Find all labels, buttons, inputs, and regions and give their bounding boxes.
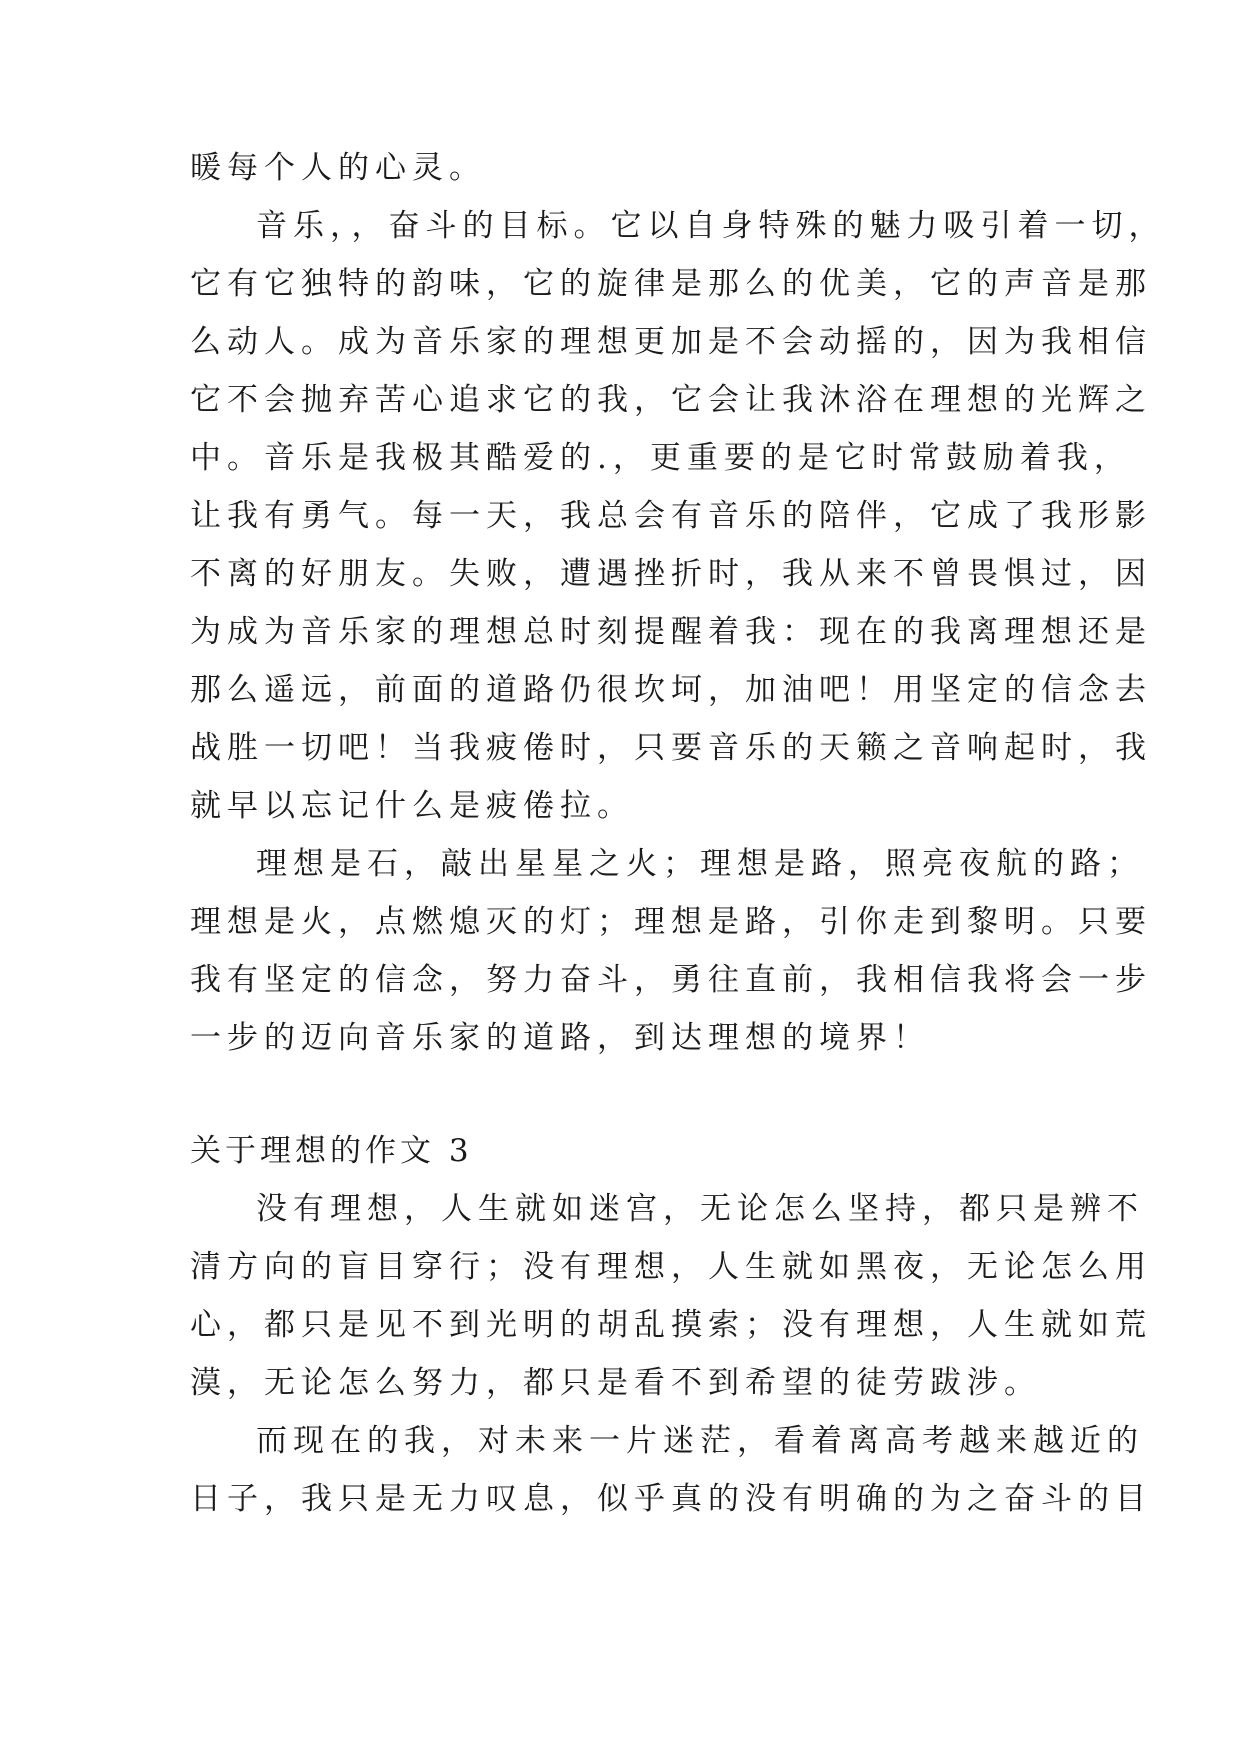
paragraph-line: 让我有勇气。每一天，我总会有音乐的陪伴，它成了我形影 [190,498,1152,534]
paragraph-line: 而现在的我，对未来一片迷茫，看着离高考越来越近的 [256,1423,1144,1459]
paragraph-line: 一步的迈向音乐家的道路，到达理想的境界！ [190,1020,930,1056]
paragraph-line: 理想是石，敲出星星之火；理想是路，照亮夜航的路； [256,846,1144,882]
paragraph-line: 日子，我只是无力叹息，似乎真的没有明确的为之奋斗的目 [190,1481,1152,1517]
paragraph-line: 为成为音乐家的理想总时刻提醒着我：现在的我离理想还是 [190,614,1152,650]
paragraph-line: 清方向的盲目穿行；没有理想，人生就如黑夜，无论怎么用 [190,1249,1152,1285]
paragraph-line: 那么遥远，前面的道路仍很坎坷，加油吧！用坚定的信念去 [190,672,1152,708]
paragraph-line: 理想是火，点燃熄灭的灯；理想是路，引你走到黎明。只要 [190,904,1152,940]
paragraph-line: 么动人。成为音乐家的理想更加是不会动摇的，因为我相信 [190,324,1152,360]
paragraph-line: 就早以忘记什么是疲倦拉。 [190,788,634,824]
paragraph-line: 中。音乐是我极其酷爱的.，更重要的是它时常鼓励着我， [190,440,1131,476]
paragraph-line: 不离的好朋友。失败，遭遇挫折时，我从来不曾畏惧过，因 [190,556,1152,592]
paragraph-line: 暖每个人的心灵。 [190,150,486,186]
section-title: 关于理想的作文 3 [190,1133,473,1169]
paragraph-line: 战胜一切吧！当我疲倦时，只要音乐的天籁之音响起时，我 [190,730,1152,766]
paragraph-line: 我有坚定的信念，努力奋斗，勇往直前，我相信我将会一步 [190,962,1152,998]
paragraph-line: 它不会抛弃苦心追求它的我，它会让我沐浴在理想的光辉之 [190,382,1152,418]
paragraph-line: 音乐，，奋斗的目标。它以自身特殊的魅力吸引着一切， [256,208,1166,244]
paragraph-line: 漠，无论怎么努力，都只是看不到希望的徒劳跋涉。 [190,1365,1041,1401]
paragraph-line: 心，都只是见不到光明的胡乱摸索；没有理想，人生就如荒 [190,1307,1152,1343]
paragraph-line: 它有它独特的韵味，它的旋律是那么的优美，它的声音是那 [190,266,1152,302]
paragraph-line: 没有理想，人生就如迷宫，无论怎么坚持，都只是辨不 [256,1191,1144,1227]
